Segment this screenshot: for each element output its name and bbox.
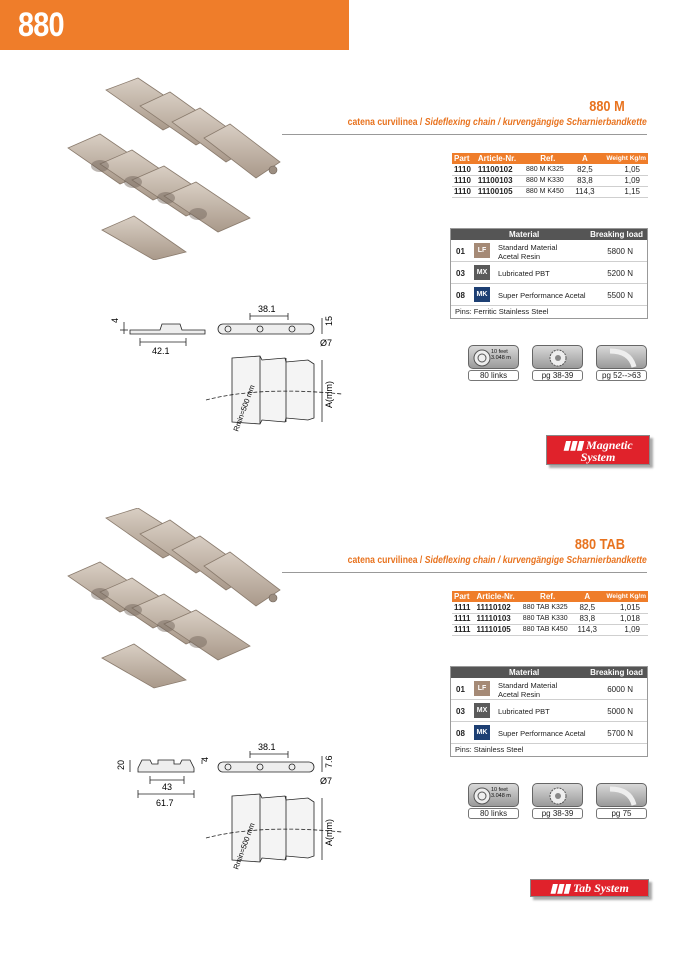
material-row: 08 MK Super Performance Acetal 5500 N: [451, 284, 647, 306]
material-header: Material Breaking load: [451, 229, 647, 240]
dim-height: 15: [324, 315, 334, 326]
series-code: 880: [18, 6, 64, 44]
col-a: A: [572, 153, 599, 164]
parts-table: [452, 591, 648, 636]
dim-a: A(mm): [324, 381, 334, 408]
dim-height: 7.6: [324, 755, 334, 768]
sprocket-badge: pg 38-39: [532, 783, 583, 819]
reel-badge: 10 feet 3.048 m 80 links: [468, 345, 519, 381]
chain-photo: [58, 70, 288, 260]
curve-track-icon: [602, 347, 642, 369]
title-divider: [282, 134, 647, 135]
product-title: 880 M: [589, 98, 625, 115]
material-swatch: MK: [474, 725, 490, 740]
title-divider: [282, 572, 647, 573]
col-article: Article-Nr.: [474, 591, 520, 602]
material-swatch: LF: [474, 243, 490, 258]
triple-bar-icon: ▮▮▮: [550, 881, 573, 895]
dim-radius: Rmin=500 mm: [231, 821, 257, 871]
technical-drawing: [110, 738, 350, 888]
tab-system-logo: ▮▮▮ Tab System: [530, 879, 649, 897]
material-swatch: MX: [474, 265, 490, 280]
table-row: 1111 11110103 880 TAB K330 83,8 1,018: [452, 613, 648, 624]
material-row: 03 MX Lubricated PBT 5200 N: [451, 262, 647, 284]
material-table: [450, 666, 648, 757]
material-swatch: LF: [474, 681, 490, 696]
product-section-880tab: [0, 498, 699, 918]
dim-small-width: 42.1: [152, 346, 170, 356]
info-badges: [468, 783, 658, 823]
material-row: 03 MX Lubricated PBT 5000 N: [451, 700, 647, 722]
product-title: 880 TAB: [574, 536, 625, 553]
col-part: Part: [452, 153, 476, 164]
col-part: Part: [452, 591, 474, 602]
material-swatch: MK: [474, 287, 490, 302]
pins-note: Pins: Ferritic Stainless Steel: [455, 307, 549, 316]
reel-icon: [472, 348, 492, 368]
dim-pin-diameter: Ø7: [320, 338, 333, 348]
dim-radius: Rmin=500 mm: [231, 383, 257, 433]
parts-table: [452, 153, 648, 198]
curve-track-icon: [602, 785, 642, 807]
magnetic-system-logo: ▮▮▮ Magnetic System: [546, 435, 650, 465]
triple-bar-icon: ▮▮▮: [563, 438, 587, 452]
info-badges: [468, 345, 658, 385]
chain-photo: [58, 508, 288, 698]
dim-pitch: 38.1: [258, 304, 276, 314]
curve-badge: pg 52-->63: [596, 345, 647, 381]
curve-badge: pg 75: [596, 783, 647, 819]
material-row: 08 MK Super Performance Acetal 5700 N: [451, 722, 647, 744]
dim-pitch: 38.1: [258, 742, 276, 752]
material-swatch: MX: [474, 703, 490, 718]
table-row: 1110 11100102 880 M K325 82,5 1,05: [452, 164, 648, 175]
product-subtitle: catena curvilinea / Sideflexing chain / kurvengängige Scharnierbandkette: [347, 554, 647, 566]
technical-drawing: [110, 300, 350, 450]
table-row: 1111 11110102 880 TAB K325 82,5 1,015: [452, 602, 648, 613]
material-header: Material Breaking load: [451, 667, 647, 678]
pins-note: Pins: Stainless Steel: [455, 745, 524, 754]
col-weight: Weight Kg/m: [598, 153, 648, 164]
header-bar: [0, 0, 349, 50]
dim-small-height-2: 4: [200, 756, 210, 762]
col-ref: Ref.: [524, 153, 572, 164]
dim-small-width-2: 61.7: [156, 798, 174, 808]
material-table: [450, 228, 648, 319]
col-a: A: [574, 591, 600, 602]
sprocket-badge: pg 38-39: [532, 345, 583, 381]
col-weight: Weight Kg/m: [600, 591, 648, 602]
table-row: 1110 11100103 880 M K330 83,8 1,09: [452, 175, 648, 186]
dim-a: A(mm): [324, 819, 334, 846]
table-row: 1111 11110105 880 TAB K450 114,3 1,09: [452, 624, 648, 635]
material-row: 01 LF Standard Material Acetal Resin 5800 N: [451, 240, 647, 262]
dim-small-width: 43: [162, 782, 173, 792]
reel-icon: [472, 786, 492, 806]
product-subtitle: catena curvilinea / Sideflexing chain / kurvengängige Scharnierbandkette: [347, 116, 647, 128]
product-section-880m: [0, 60, 699, 480]
col-article: Article-Nr.: [476, 153, 524, 164]
sprocket-icon: [548, 348, 568, 368]
table-row: 1110 11100105 880 M K450 114,3 1,15: [452, 186, 648, 197]
dim-small-height: 20: [116, 759, 126, 770]
col-ref: Ref.: [521, 591, 575, 602]
dim-pin-diameter: Ø7: [320, 776, 333, 786]
sprocket-icon: [548, 786, 568, 806]
reel-badge: 10 feet 3.048 m 80 links: [468, 783, 519, 819]
dim-small-height: 4: [110, 317, 120, 323]
material-row: 01 LF Standard Material Acetal Resin 6000 N: [451, 678, 647, 700]
